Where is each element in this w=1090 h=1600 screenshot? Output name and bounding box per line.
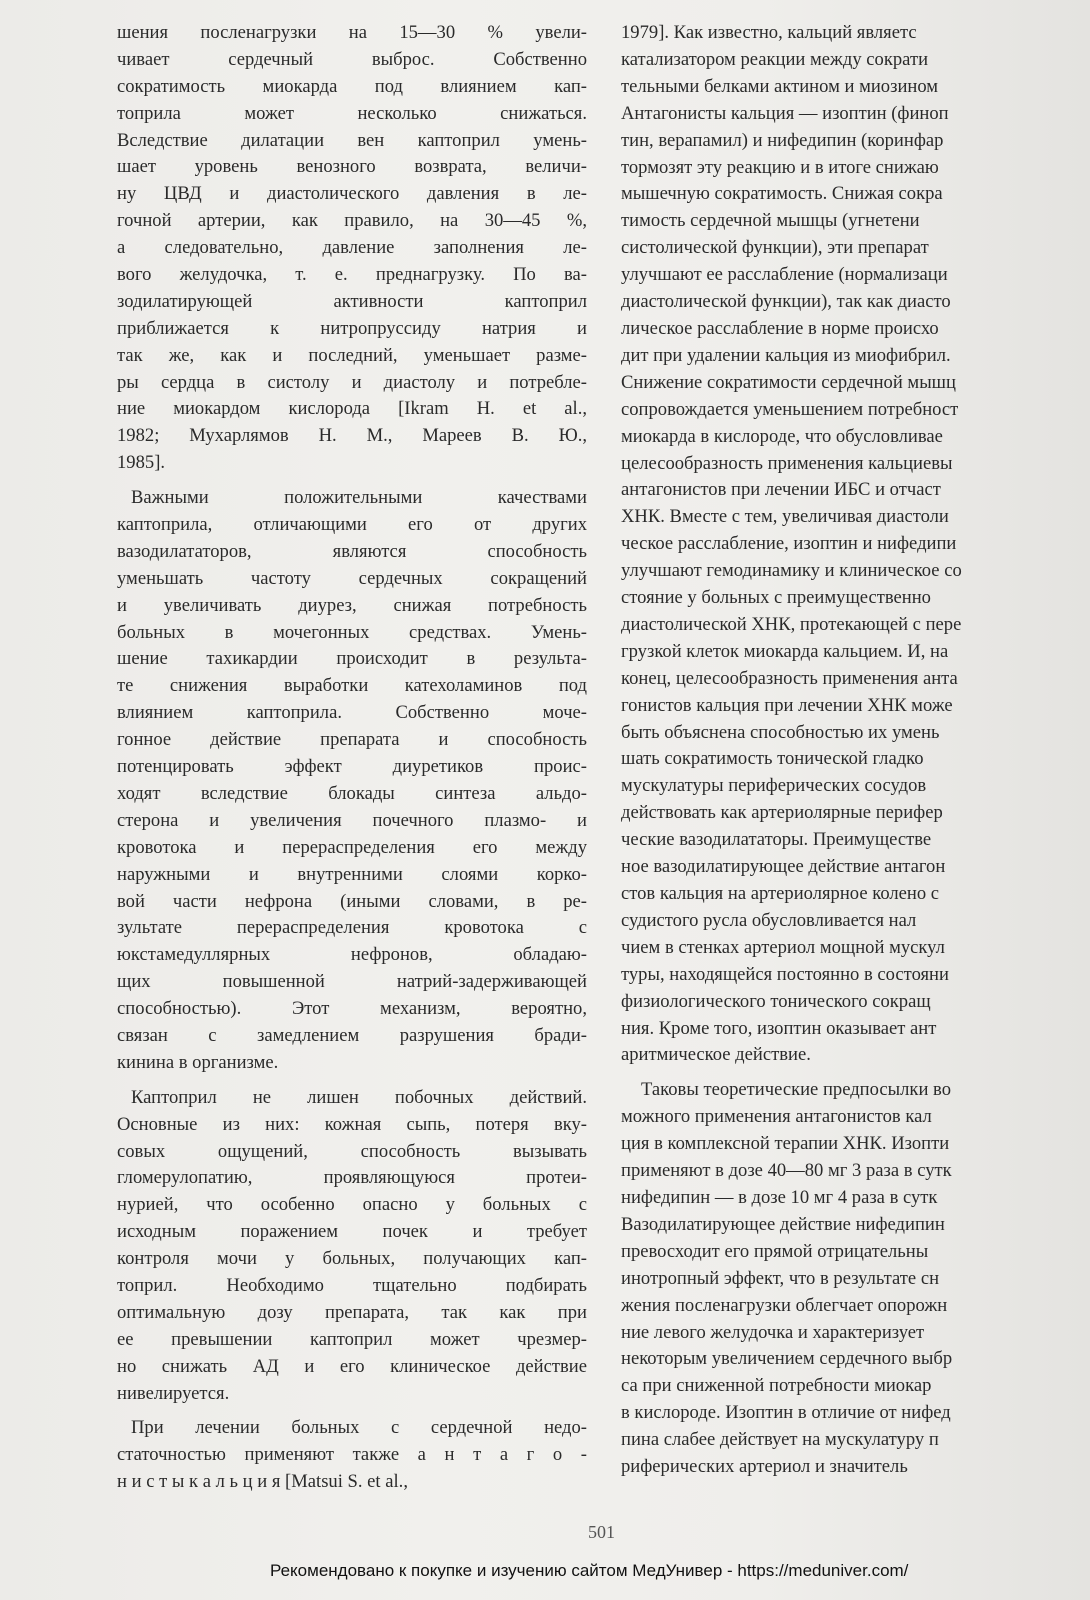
text-line: связан с замедлением разрушения бради- xyxy=(117,1024,587,1046)
text-line: чивает сердечный выброс. Собственно xyxy=(117,48,587,70)
text-line: а следовательно, давление заполнения ле- xyxy=(117,237,587,259)
left-column-paragraph xyxy=(117,1085,587,1408)
text-line: зодилатирующей активности каптоприл xyxy=(117,290,587,312)
text-line: юкстамедуллярных нефронов, обладаю- xyxy=(117,944,587,966)
footer-recommendation: Рекомендовано к покупке и изучению сайтом МедУнивер - https://meduniver.com/ xyxy=(270,1561,909,1580)
text-line: применяют в дозе 40—80 мг 3 раза в сутк xyxy=(621,1160,952,1182)
text-line: некоторым увеличением сердечного выбр xyxy=(621,1348,953,1370)
text-line: кровотока и перераспределения его между xyxy=(117,836,587,858)
text-line: каптоприла, отличающими его от других xyxy=(117,514,587,536)
paragraph-spacer xyxy=(117,1077,587,1085)
text-line: гонистов кальция при лечении ХНК може xyxy=(621,694,953,716)
text-line: тормозят эту реакцию и в итоге снижаю xyxy=(621,156,939,178)
text-line: риферических артериол и значитель xyxy=(621,1456,908,1478)
text-line: нифедипин — в дозе 10 мг 4 раза в сутк xyxy=(621,1186,938,1208)
text-line: Основные из них: кожная сыпь, потеря вку- xyxy=(117,1113,587,1135)
text-line: 1979]. Как известно, кальций являетс xyxy=(621,22,917,43)
paragraph-spacer xyxy=(117,1407,587,1415)
text-line: Антагонисты кальция — изоптин (финоп xyxy=(621,102,949,124)
text-line: ние миокардом кислорода [Ikram H. et al., xyxy=(117,398,587,420)
text-line: тельными белками актином и миозином xyxy=(621,75,939,97)
text-line: судистого русла обусловливается нал xyxy=(621,909,917,931)
text-line: стов кальция на артериолярное колено с xyxy=(621,883,940,904)
text-line: Вследствие дилатации вен каптоприл умень- xyxy=(117,129,587,151)
right-column-paragraph xyxy=(621,1077,1083,1481)
text-line: зультате перераспределения кровотока с xyxy=(117,917,587,939)
text-line: шение тахикардии происходит в результа- xyxy=(117,648,587,670)
text-line: ция в комплексной терапии ХНК. Изопти xyxy=(621,1133,950,1155)
text-line: н и с т ы к а л ь ц и я [Matsui S. et al., xyxy=(117,1471,408,1493)
text-line: грузкой клеток миокарда кальцием. И, на xyxy=(621,640,949,662)
text-line: целесообразность применения кальциевы xyxy=(621,452,953,474)
text-line: тимость сердечной мышцы (угнетени xyxy=(621,210,920,232)
text-line: улучшают гемодинамику и клиническое со xyxy=(621,560,962,582)
text-line: Важными положительными качествами xyxy=(131,487,587,509)
text-line: вой части нефрона (иными словами, в ре- xyxy=(117,890,587,912)
text-line: ческие вазодилататоры. Преимуществе xyxy=(621,829,932,851)
text-line: мышечную сократимость. Снижая сокра xyxy=(621,183,943,205)
text-line: превосходит его прямой отрицательны xyxy=(621,1240,929,1262)
text-line: диастолической ХНК, протекающей с пере xyxy=(621,613,962,635)
text-line: физиологического тонического сокращ xyxy=(621,990,931,1012)
text-line: стерона и увеличения почечного плазмо- и xyxy=(117,809,587,831)
text-line: стояние у больных с преимущественно xyxy=(621,587,931,609)
text-line: аритмическое действие. xyxy=(621,1044,811,1066)
text-line: сопровождается уменьшением потребност xyxy=(621,398,959,420)
paragraph-spacer xyxy=(117,477,587,485)
text-line: нивелируется. xyxy=(117,1382,230,1404)
left-column-paragraph xyxy=(117,1415,587,1496)
text-line: так же, как и последний, уменьшает разме- xyxy=(117,344,587,366)
text-line: в кислороде. Изоптин в отличие от нифед xyxy=(621,1402,951,1424)
text-line: инотропный эффект, что в результате сн xyxy=(621,1267,940,1289)
text-line: лическое расслабление в норме происхо xyxy=(621,317,939,339)
text-line: гломерулопатию, проявляющуюся протеи- xyxy=(117,1167,587,1189)
text-line: туры, находящейся постоянно в состояни xyxy=(621,963,949,985)
text-line: уменьшать частоту сердечных сокращений xyxy=(117,567,587,589)
text-line: конец, целесообразность применения анта xyxy=(621,667,958,689)
text-line: ния. Кроме того, изоптин оказывает ант xyxy=(621,1017,937,1039)
text-line: гочной артерии, как правило, на 30—45 %, xyxy=(117,210,587,232)
text-line: миокарда в кислороде, что обусловливае xyxy=(621,425,943,447)
text-line: Снижение сократимости сердечной мышц xyxy=(621,371,956,393)
text-line: При лечении больных с сердечной недо- xyxy=(131,1417,587,1439)
text-line: диастолической функции), так как диасто xyxy=(621,291,951,313)
left-column-paragraph xyxy=(117,20,587,477)
text-line: быть объяснена способностью их умень xyxy=(621,721,940,743)
text-line: мускулатуры периферических сосудов xyxy=(621,775,927,797)
text-line: са при сниженной потребности миокар xyxy=(621,1375,932,1397)
text-line: систолической функции), эти препарат xyxy=(621,237,929,259)
text-line: сократимость миокарда под влиянием кап- xyxy=(117,75,587,97)
text-line: ну ЦВД и диастолического давления в ле- xyxy=(117,183,587,205)
text-line: топрила может несколько снижаться. xyxy=(117,102,587,124)
text-line: способностью). Этот механизм, вероятно, xyxy=(117,998,587,1020)
text-line: действовать как артериолярные перифер xyxy=(621,802,943,824)
text-line: кинина в организме. xyxy=(117,1051,279,1073)
text-line: 1985]. xyxy=(117,452,166,474)
text-line: ХНК. Вместе с тем, увеличивая диастоли xyxy=(621,506,949,528)
text-line: Таковы теоретические предпосылки во xyxy=(641,1079,951,1101)
text-line: шения посленагрузки на 15—30 % увели- xyxy=(117,22,587,43)
text-line: ное вазодилатирующее действие антагон xyxy=(621,856,946,878)
text-line: можного применения антагонистов кал xyxy=(621,1106,932,1128)
page-number: 501 xyxy=(588,1522,615,1542)
text-line: 1982; Мухарлямов Н. М., Мареев В. Ю., xyxy=(117,425,587,447)
text-line: и увеличивать диурез, снижая потребность xyxy=(117,594,587,616)
text-line: совых ощущений, способность вызывать xyxy=(117,1140,587,1162)
text-line: контроля мочи у больных, получающих кап- xyxy=(117,1248,587,1270)
text-line: гонное действие препарата и способность xyxy=(117,729,587,751)
text-line: приближается к нитропруссиду натрия и xyxy=(117,317,587,339)
text-line: но снижать АД и его клиническое действие xyxy=(117,1355,587,1377)
left-column xyxy=(117,20,587,1496)
text-line: нурией, что особенно опасно у больных с xyxy=(117,1194,587,1216)
text-line: топрил. Необходимо тщательно подбирать xyxy=(117,1274,587,1296)
text-line: статочностью применяют также а н т а г о - xyxy=(117,1444,587,1466)
text-line: Каптоприл не лишен побочных действий. xyxy=(131,1086,587,1108)
text-line: вазодилататоров, являются способность xyxy=(117,540,587,562)
text-line: оптимальную дозу препарата, так как при xyxy=(117,1301,587,1323)
text-line: Вазодилатирующее действие нифедипин xyxy=(621,1213,945,1235)
text-line: ческое расслабление, изоптин и нифедипи xyxy=(621,533,957,555)
right-column-paragraph xyxy=(621,20,1083,1069)
text-line: больных в мочегонных средствах. Умень- xyxy=(117,621,587,643)
text-line: жения посленагрузки облегчает опорожн xyxy=(621,1294,948,1316)
left-column-paragraph xyxy=(117,485,587,1077)
text-line: улучшают ее расслабление (нормализаци xyxy=(621,264,948,286)
text-line: ние левого желудочка и характеризует xyxy=(621,1321,925,1343)
text-line: шать сократимость тонической гладко xyxy=(621,748,924,770)
text-line: ры сердца в систолу и диастолу и потребле- xyxy=(117,371,587,393)
paragraph-spacer xyxy=(621,1069,1083,1077)
text-line: шает уровень венозного возврата, величи- xyxy=(117,156,587,178)
text-line: влиянием каптоприла. Собственно моче- xyxy=(117,702,587,724)
text-line: те снижения выработки катехоламинов под xyxy=(117,675,587,697)
text-line: наружными и внутренними слоями корко- xyxy=(117,863,587,885)
text-line: щих повышенной натрий-задерживающей xyxy=(117,971,587,993)
text-line: антагонистов при лечении ИБС и отчаст xyxy=(621,479,941,501)
text-line: ходят вследствие блокады синтеза альдо- xyxy=(117,782,587,804)
right-column xyxy=(621,20,1083,1481)
text-line: дит при удалении кальция из миофибрил. xyxy=(621,344,951,366)
text-line: пина слабее действует на мускулатуру п xyxy=(621,1429,939,1451)
text-line: потенцировать эффект диуретиков проис- xyxy=(117,756,587,778)
text-line: катализатором реакции между сократи xyxy=(621,48,929,70)
text-line: исходным поражением почек и требует xyxy=(117,1221,587,1243)
text-line: чием в стенках артериол мощной мускул xyxy=(621,936,945,958)
text-line: тин, верапамил) и нифедипин (коринфар xyxy=(621,129,944,151)
text-line: вого желудочка, т. е. преднагрузку. По ва- xyxy=(117,264,587,286)
text-line: ее превышении каптоприл может чрезмер- xyxy=(117,1328,587,1350)
